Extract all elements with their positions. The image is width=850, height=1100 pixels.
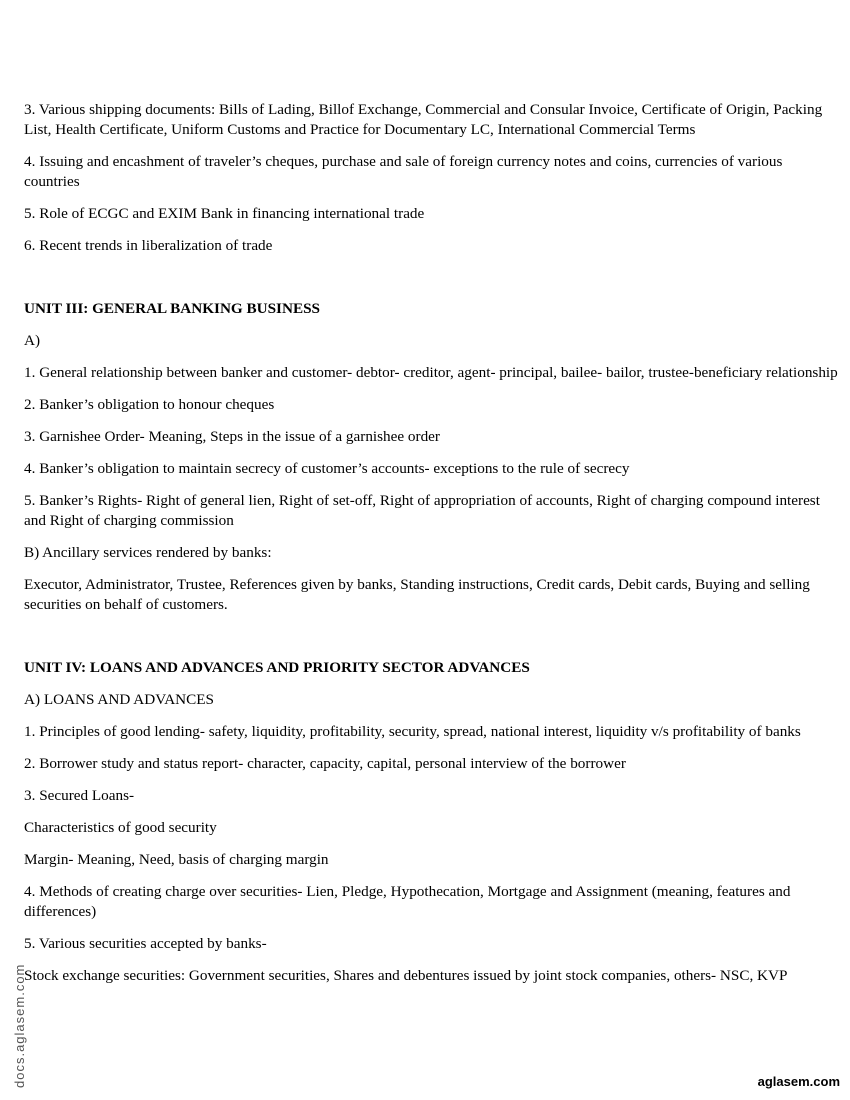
paragraph-margin: Margin- Meaning, Need, basis of charging margin — [24, 851, 329, 868]
paragraph-liberalization: 6. Recent trends in liberalization of trade — [24, 237, 273, 254]
paragraph-borrower-study: 2. Borrower study and status report- character, capacity, capital, personal interview of the borrower — [24, 755, 626, 772]
paragraph-ancillary-services: Executor, Administrator, Trustee, References given by banks, Standing instructions, Credit cards, Debit cards, Buying and selling securities on behalf of customers. — [24, 576, 810, 613]
watermark-text: docs.aglasem.com — [12, 963, 27, 1088]
paragraph-travelers-cheques: 4. Issuing and encashment of traveler’s cheques, purchase and sale of foreign currency notes and coins, currencies of various countries — [24, 153, 783, 190]
paragraph-charge-methods: 4. Methods of creating charge over securities- Lien, Pledge, Hypothecation, Mortgage and Assignment (meaning, features and differences) — [24, 883, 791, 920]
brand-label: aglasem.com — [757, 1074, 840, 1089]
paragraph-banker-customer: 1. General relationship between banker and customer- debtor- creditor, agent- principal, bailee- bailor, trustee-beneficiary relationship — [24, 364, 838, 381]
paragraph-bankers-rights: 5. Banker’s Rights- Right of general lien, Right of set-off, Right of appropriation of accounts, Right of charging compound interest and Right of charging commission — [24, 492, 820, 529]
section-label-loans: A) LOANS AND ADVANCES — [24, 691, 215, 708]
paragraph-securities-accepted: 5. Various securities accepted by banks- — [24, 935, 267, 952]
document-body — [24, 100, 839, 986]
section-label-b: B) Ancillary services rendered by banks: — [24, 544, 272, 561]
paragraph-shipping-documents: 3. Various shipping documents: Bills of Lading, Billof Exchange, Commercial and Consular Invoice, Certificate of Origin, Packing List, Health Certificate, Uniform Customs and Practice for Documentary LC, International Commercial Terms — [24, 101, 823, 138]
paragraph-garnishee-order: 3. Garnishee Order- Meaning, Steps in the issue of a garnishee order — [24, 428, 440, 445]
paragraph-secrecy: 4. Banker’s obligation to maintain secrecy of customer’s accounts- exceptions to the rule of secrecy — [24, 460, 630, 477]
heading-unit-iv: UNIT IV: LOANS AND ADVANCES AND PRIORITY SECTOR ADVANCES — [24, 659, 530, 676]
paragraph-good-security: Characteristics of good security — [24, 819, 217, 836]
paragraph-honour-cheques: 2. Banker’s obligation to honour cheques — [24, 396, 275, 413]
paragraph-stock-exchange: Stock exchange securities: Government securities, Shares and debentures issued by joint stock companies, others- NSC, KVP — [24, 967, 788, 984]
heading-unit-iii: UNIT III: GENERAL BANKING BUSINESS — [24, 300, 320, 317]
paragraph-secured-loans: 3. Secured Loans- — [24, 787, 135, 804]
section-label-a: A) — [24, 332, 41, 349]
paragraph-good-lending: 1. Principles of good lending- safety, liquidity, profitability, security, spread, national interest, liquidity v/s profitability of banks — [24, 723, 801, 740]
paragraph-ecgc-exim: 5. Role of ECGC and EXIM Bank in financing international trade — [24, 205, 425, 222]
